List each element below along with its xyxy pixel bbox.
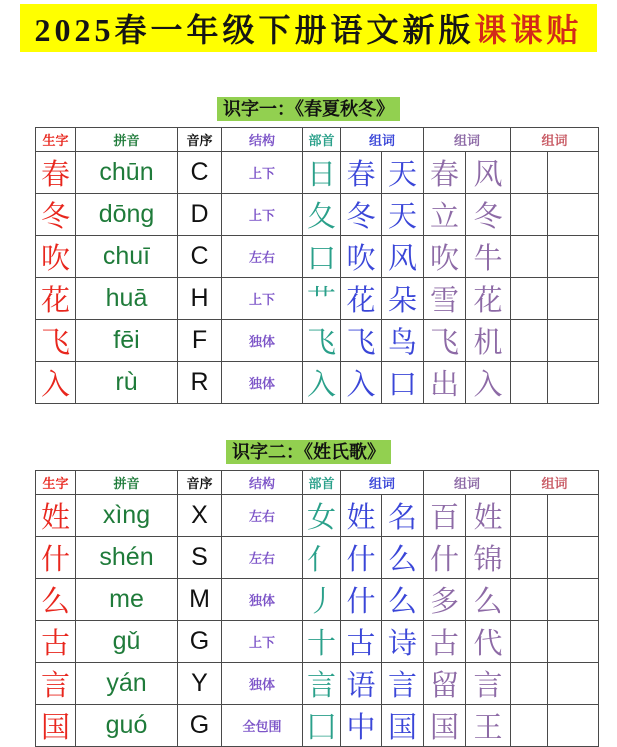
word1-cell: 口 — [382, 362, 424, 404]
word3-cell — [548, 278, 599, 320]
word1-cell: 天 — [382, 194, 424, 236]
radical-cell: 十 — [303, 621, 341, 663]
word2-cell: 春 — [424, 152, 466, 194]
word3-cell — [511, 705, 548, 747]
table-row — [36, 663, 599, 705]
column-header-pinyin: 拼音 — [76, 128, 178, 152]
pinyin-cell: yán — [76, 663, 178, 705]
radical-cell: 日 — [303, 152, 341, 194]
structure-cell: 上下 — [222, 621, 303, 663]
radical-cell: 亻 — [303, 537, 341, 579]
word3-cell — [511, 194, 548, 236]
word1-cell: 么 — [382, 579, 424, 621]
radical-cell: 飞 — [303, 320, 341, 362]
radical-cell: 女 — [303, 495, 341, 537]
radical-cell: 丿 — [303, 579, 341, 621]
char-cell: 冬 — [36, 194, 76, 236]
initial-cell: M — [178, 579, 222, 621]
word2-cell: 么 — [466, 579, 511, 621]
word1-cell: 吹 — [341, 236, 382, 278]
word2-cell: 留 — [424, 663, 466, 705]
word2-cell: 姓 — [466, 495, 511, 537]
word1-cell: 诗 — [382, 621, 424, 663]
radical-cell: 夂 — [303, 194, 341, 236]
word1-cell: 入 — [341, 362, 382, 404]
word2-cell: 飞 — [424, 320, 466, 362]
word2-cell: 国 — [424, 705, 466, 747]
table-row — [36, 537, 599, 579]
initial-cell: H — [178, 278, 222, 320]
table-row — [36, 194, 599, 236]
word1-cell: 天 — [382, 152, 424, 194]
word2-cell: 多 — [424, 579, 466, 621]
char-cell: 花 — [36, 278, 76, 320]
word3-cell — [511, 278, 548, 320]
section-1-title: 识字一：《春夏秋冬》 — [217, 97, 400, 121]
char-cell: 什 — [36, 537, 76, 579]
word3-cell — [548, 663, 599, 705]
column-header-words-2: 组词 — [424, 128, 511, 152]
table-row — [36, 621, 599, 663]
pinyin-cell: gǔ — [76, 621, 178, 663]
word3-cell — [548, 320, 599, 362]
word3-cell — [511, 579, 548, 621]
char-cell: 春 — [36, 152, 76, 194]
section-2-title: 识字二：《姓氏歌》 — [226, 440, 391, 464]
word3-cell — [548, 537, 599, 579]
radical-cell: 言 — [303, 663, 341, 705]
structure-cell: 独体 — [222, 320, 303, 362]
pinyin-cell: rù — [76, 362, 178, 404]
column-header-char: 生字 — [36, 471, 76, 495]
pinyin-cell: xìng — [76, 495, 178, 537]
header-row — [36, 128, 599, 152]
table-row — [36, 579, 599, 621]
initial-cell: R — [178, 362, 222, 404]
initial-cell: G — [178, 621, 222, 663]
word3-cell — [548, 705, 599, 747]
word1-cell: 什 — [341, 537, 382, 579]
initial-cell: C — [178, 236, 222, 278]
column-header-initial: 音序 — [178, 128, 222, 152]
word3-cell — [548, 236, 599, 278]
word1-cell: 国 — [382, 705, 424, 747]
char-cell: 古 — [36, 621, 76, 663]
column-header-initial: 音序 — [178, 471, 222, 495]
word2-cell: 雪 — [424, 278, 466, 320]
column-header-words-3: 组词 — [511, 128, 599, 152]
word3-cell — [511, 362, 548, 404]
word3-cell — [511, 663, 548, 705]
initial-cell: D — [178, 194, 222, 236]
structure-cell: 上下 — [222, 152, 303, 194]
word1-cell: 么 — [382, 537, 424, 579]
pinyin-cell: fēi — [76, 320, 178, 362]
word2-cell: 王 — [466, 705, 511, 747]
initial-cell: F — [178, 320, 222, 362]
word1-cell: 姓 — [341, 495, 382, 537]
word1-cell: 中 — [341, 705, 382, 747]
word1-cell: 语 — [341, 663, 382, 705]
word1-cell: 春 — [341, 152, 382, 194]
word2-cell: 冬 — [466, 194, 511, 236]
word2-cell: 风 — [466, 152, 511, 194]
word2-cell: 古 — [424, 621, 466, 663]
word1-cell: 花 — [341, 278, 382, 320]
pinyin-cell: guó — [76, 705, 178, 747]
column-header-words-3: 组词 — [511, 471, 599, 495]
radical-cell: 口 — [303, 236, 341, 278]
radical-cell: 囗 — [303, 705, 341, 747]
word3-cell — [548, 194, 599, 236]
word2-cell: 代 — [466, 621, 511, 663]
word1-cell: 鸟 — [382, 320, 424, 362]
word1-cell: 什 — [341, 579, 382, 621]
word3-cell — [511, 320, 548, 362]
table-row — [36, 705, 599, 747]
word3-cell — [511, 495, 548, 537]
pinyin-cell: chūn — [76, 152, 178, 194]
header-row — [36, 471, 599, 495]
column-header-radical: 部首 — [303, 471, 341, 495]
char-cell: 飞 — [36, 320, 76, 362]
section-2-title-row — [0, 440, 617, 464]
column-header-radical: 部首 — [303, 128, 341, 152]
word1-cell: 冬 — [341, 194, 382, 236]
word3-cell — [548, 579, 599, 621]
word1-cell: 飞 — [341, 320, 382, 362]
table-row — [36, 495, 599, 537]
word3-cell — [548, 152, 599, 194]
column-header-structure: 结构 — [222, 128, 303, 152]
word2-cell: 入 — [466, 362, 511, 404]
word3-cell — [548, 621, 599, 663]
word2-cell: 机 — [466, 320, 511, 362]
column-header-words-1: 组词 — [341, 471, 424, 495]
table-row — [36, 152, 599, 194]
word2-cell: 吹 — [424, 236, 466, 278]
radical-cell: 入 — [303, 362, 341, 404]
word3-cell — [511, 537, 548, 579]
structure-cell: 独体 — [222, 663, 303, 705]
structure-cell: 上下 — [222, 278, 303, 320]
word3-cell — [511, 236, 548, 278]
char-cell: 国 — [36, 705, 76, 747]
table-row — [36, 320, 599, 362]
word2-cell: 言 — [466, 663, 511, 705]
column-header-pinyin: 拼音 — [76, 471, 178, 495]
char-cell: 言 — [36, 663, 76, 705]
column-header-structure: 结构 — [222, 471, 303, 495]
word2-cell: 锦 — [466, 537, 511, 579]
structure-cell: 左右 — [222, 537, 303, 579]
structure-cell: 全包围 — [222, 705, 303, 747]
word3-cell — [548, 362, 599, 404]
pinyin-cell: dōng — [76, 194, 178, 236]
pinyin-cell: shén — [76, 537, 178, 579]
word1-cell: 朵 — [382, 278, 424, 320]
column-header-char: 生字 — [36, 128, 76, 152]
pinyin-cell: huā — [76, 278, 178, 320]
initial-cell: C — [178, 152, 222, 194]
word2-cell: 花 — [466, 278, 511, 320]
vocab-table-2 — [35, 470, 599, 747]
word3-cell — [511, 152, 548, 194]
table-row — [36, 236, 599, 278]
char-cell: 入 — [36, 362, 76, 404]
word2-cell: 立 — [424, 194, 466, 236]
page-title-red-part: 课课贴 — [474, 12, 583, 48]
word2-cell: 出 — [424, 362, 466, 404]
column-header-words-1: 组词 — [341, 128, 424, 152]
table-row — [36, 362, 599, 404]
initial-cell: Y — [178, 663, 222, 705]
page-title-black-part: 2025春一年级下册语文新版 — [34, 12, 475, 48]
structure-cell: 独体 — [222, 579, 303, 621]
section-1-title-row — [0, 97, 617, 121]
initial-cell: X — [178, 495, 222, 537]
structure-cell: 独体 — [222, 362, 303, 404]
word2-cell: 百 — [424, 495, 466, 537]
word2-cell: 牛 — [466, 236, 511, 278]
initial-cell: G — [178, 705, 222, 747]
char-cell: 吹 — [36, 236, 76, 278]
structure-cell: 上下 — [222, 194, 303, 236]
word3-cell — [548, 495, 599, 537]
word1-cell: 言 — [382, 663, 424, 705]
column-header-words-2: 组词 — [424, 471, 511, 495]
page-title — [20, 4, 597, 52]
char-cell: 姓 — [36, 495, 76, 537]
word1-cell: 古 — [341, 621, 382, 663]
word3-cell — [511, 621, 548, 663]
pinyin-cell: me — [76, 579, 178, 621]
table-row — [36, 278, 599, 320]
vocab-table-1 — [35, 127, 599, 404]
word1-cell: 名 — [382, 495, 424, 537]
structure-cell: 左右 — [222, 495, 303, 537]
pinyin-cell: chuī — [76, 236, 178, 278]
radical-cell: 艹 — [303, 278, 341, 320]
word1-cell: 风 — [382, 236, 424, 278]
initial-cell: S — [178, 537, 222, 579]
structure-cell: 左右 — [222, 236, 303, 278]
char-cell: 么 — [36, 579, 76, 621]
word2-cell: 什 — [424, 537, 466, 579]
